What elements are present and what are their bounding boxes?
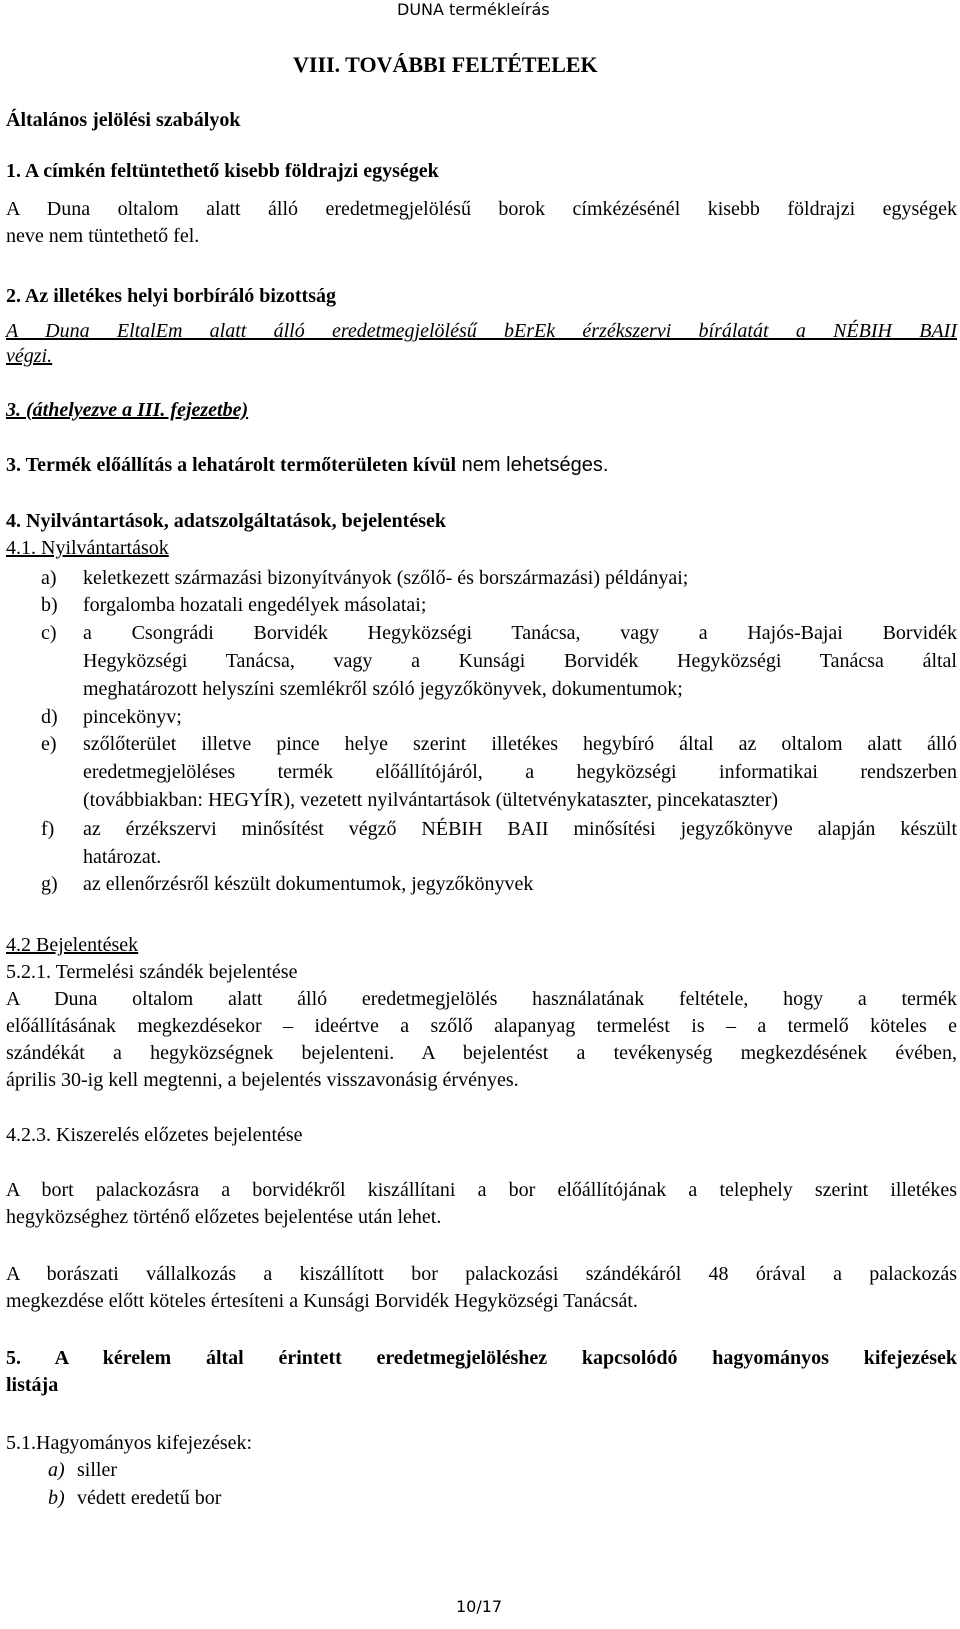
list-item-line: (továbbiakban: HEGYÍR), vezetett nyilvántartások (ültetvénykataszter, pincekataszter) bbox=[83, 789, 779, 811]
paragraph-3-line-2: megkezdése előtt köteles értesíteni a Kunsági Borvidék Hegyközségi Tanácsát. bbox=[6, 1290, 638, 1312]
section-5-heading-line-2: listája bbox=[6, 1374, 59, 1396]
term-a-label: a) bbox=[48, 1459, 65, 1481]
page-number: 10/17 bbox=[456, 1597, 503, 1616]
list-item-label: g) bbox=[41, 873, 58, 895]
paragraph-2-line-1: A bort palackozásra a borvidékről kiszállítani a bor előállítójának a telephely szerint illetékes bbox=[6, 1179, 957, 1201]
section-1-body-line-2: neve nem tüntethető fel. bbox=[6, 225, 200, 247]
term-b-label: b) bbox=[48, 1487, 65, 1509]
list-item-line: forgalomba hozatali engedélyek másolatai; bbox=[83, 594, 427, 616]
paragraph-1-line-3: szándékát a hegyközségnek bejelenteni. A bejelentést a tevékenység megkezdésének évében, bbox=[6, 1042, 957, 1064]
paragraph-1-line-4: április 30-ig kell megtenni, a bejelentés visszavonásig érvényes. bbox=[6, 1069, 519, 1091]
list-item-label: d) bbox=[41, 706, 58, 728]
section-4-2-heading: 4.2 Bejelentések bbox=[6, 934, 139, 956]
list-item-label: b) bbox=[41, 594, 58, 616]
list-item-label: e) bbox=[41, 733, 57, 755]
section-title: VIII. TOVÁBBI FELTÉTELEK bbox=[293, 52, 598, 77]
list-item-text bbox=[83, 703, 957, 731]
list-item-text bbox=[83, 815, 957, 871]
list-item-label: c) bbox=[41, 622, 57, 644]
section-3-statement-bold: 3. Termék előállítás a lehatárolt termőterületen kívül bbox=[6, 454, 457, 476]
paragraph-2-line-2: hegyközséghez történő előzetes bejelentése után lehet. bbox=[6, 1206, 442, 1228]
section-1-body-line-1: A Duna oltalom alatt álló eredetmegjelölésű borok címkézésénél kisebb földrajzi egységek bbox=[6, 198, 957, 220]
list-item-label: a) bbox=[41, 567, 57, 589]
term-b-text: védett eredetű bor bbox=[77, 1487, 222, 1509]
list-item-text bbox=[83, 870, 957, 898]
list-item-line: az ellenőrzésről készült dokumentumok, jegyzőkönyvek bbox=[83, 873, 534, 895]
subtitle: Általános jelölési szabályok bbox=[6, 109, 241, 131]
term-a-text: siller bbox=[77, 1459, 117, 1481]
paragraph-1-line-2: előállításának megkezdésekor – ideértve a szőlő alapanyag termelést is – a termelő köteles e bbox=[6, 1015, 957, 1037]
list-item-line: meghatározott helyszíni szemlékről szóló jegyzőkönyvek, dokumentumok; bbox=[83, 678, 683, 700]
section-4-heading: 4. Nyilvántartások, adatszolgáltatások, bejelentések bbox=[6, 510, 446, 532]
list-item-line: Hegyközségi Tanácsa, vagy a Kunsági Borvidék Hegyközségi Tanácsa által bbox=[83, 650, 957, 672]
running-header: DUNA termékleírás bbox=[397, 0, 550, 19]
list-item-line: eredetmegjelöléses termék előállítójáról, a hegyközségi informatikai rendszerben bbox=[83, 761, 957, 783]
section-4-2-3-heading: 4.2.3. Kiszerelés előzetes bejelentése bbox=[6, 1124, 303, 1146]
list-item-text bbox=[83, 564, 957, 592]
section-5-2-1-heading: 5.2.1. Termelési szándék bejelentése bbox=[6, 961, 298, 983]
section-2-body-line-2: végzi. bbox=[6, 345, 53, 367]
list-item-line: a Csongrádi Borvidék Hegyközségi Tanácsa, vagy a Hajós-Bajai Borvidék bbox=[83, 622, 957, 644]
list-item-line: határozat. bbox=[83, 846, 162, 868]
list-item-label: f) bbox=[41, 818, 55, 840]
list-item-line: az érzékszervi minősítést végző NÉBIH BAII minősítési jegyzőkönyve alapján készült bbox=[83, 818, 957, 840]
list-item-line: szőlőterület illetve pince helye szerint illetékes hegybíró által az oltalom alatt álló bbox=[83, 733, 957, 755]
paragraph-1-line-1: A Duna oltalom alatt álló eredetmegjelölés használatának feltétele, hogy a termék bbox=[6, 988, 957, 1010]
paragraph-3-line-1: A borászati vállalkozás a kiszállított bor palackozási szándékáról 48 órával a palackozás bbox=[6, 1263, 957, 1285]
section-4-1-heading: 4.1. Nyilvántartások bbox=[6, 537, 169, 559]
list-item-text bbox=[83, 730, 957, 814]
section-3-moved-note-text: 3. (áthelyezve a III. fejezetbe) bbox=[6, 399, 249, 421]
section-2-heading: 2. Az illetékes helyi borbíráló bizottság bbox=[6, 285, 336, 307]
section-3-moved-note bbox=[6, 398, 248, 422]
list-item-text bbox=[83, 619, 957, 703]
list-item-text bbox=[83, 591, 957, 619]
section-5-heading-line-1: 5. A kérelem által érintett eredetmegjelöléshez kapcsolódó hagyományos kifejezések bbox=[6, 1347, 957, 1369]
section-1-heading: 1. A címkén feltüntethető kisebb földrajzi egységek bbox=[6, 160, 439, 182]
section-3-statement-rest: nem lehetséges. bbox=[456, 454, 609, 476]
list-item-line: keletkezett származási bizonyítványok (szőlő- és borszármazási) példányai; bbox=[83, 567, 689, 589]
list-item-line: pincekönyv; bbox=[83, 706, 182, 728]
section-5-1-heading: 5.1.Hagyományos kifejezések: bbox=[6, 1432, 253, 1454]
section-2-body-line-1: A Duna EltalEm alatt álló eredetmegjelölésű bErEk érzékszervi bírálatát a NÉBIH BAII bbox=[6, 320, 957, 342]
section-3-statement bbox=[6, 453, 608, 477]
